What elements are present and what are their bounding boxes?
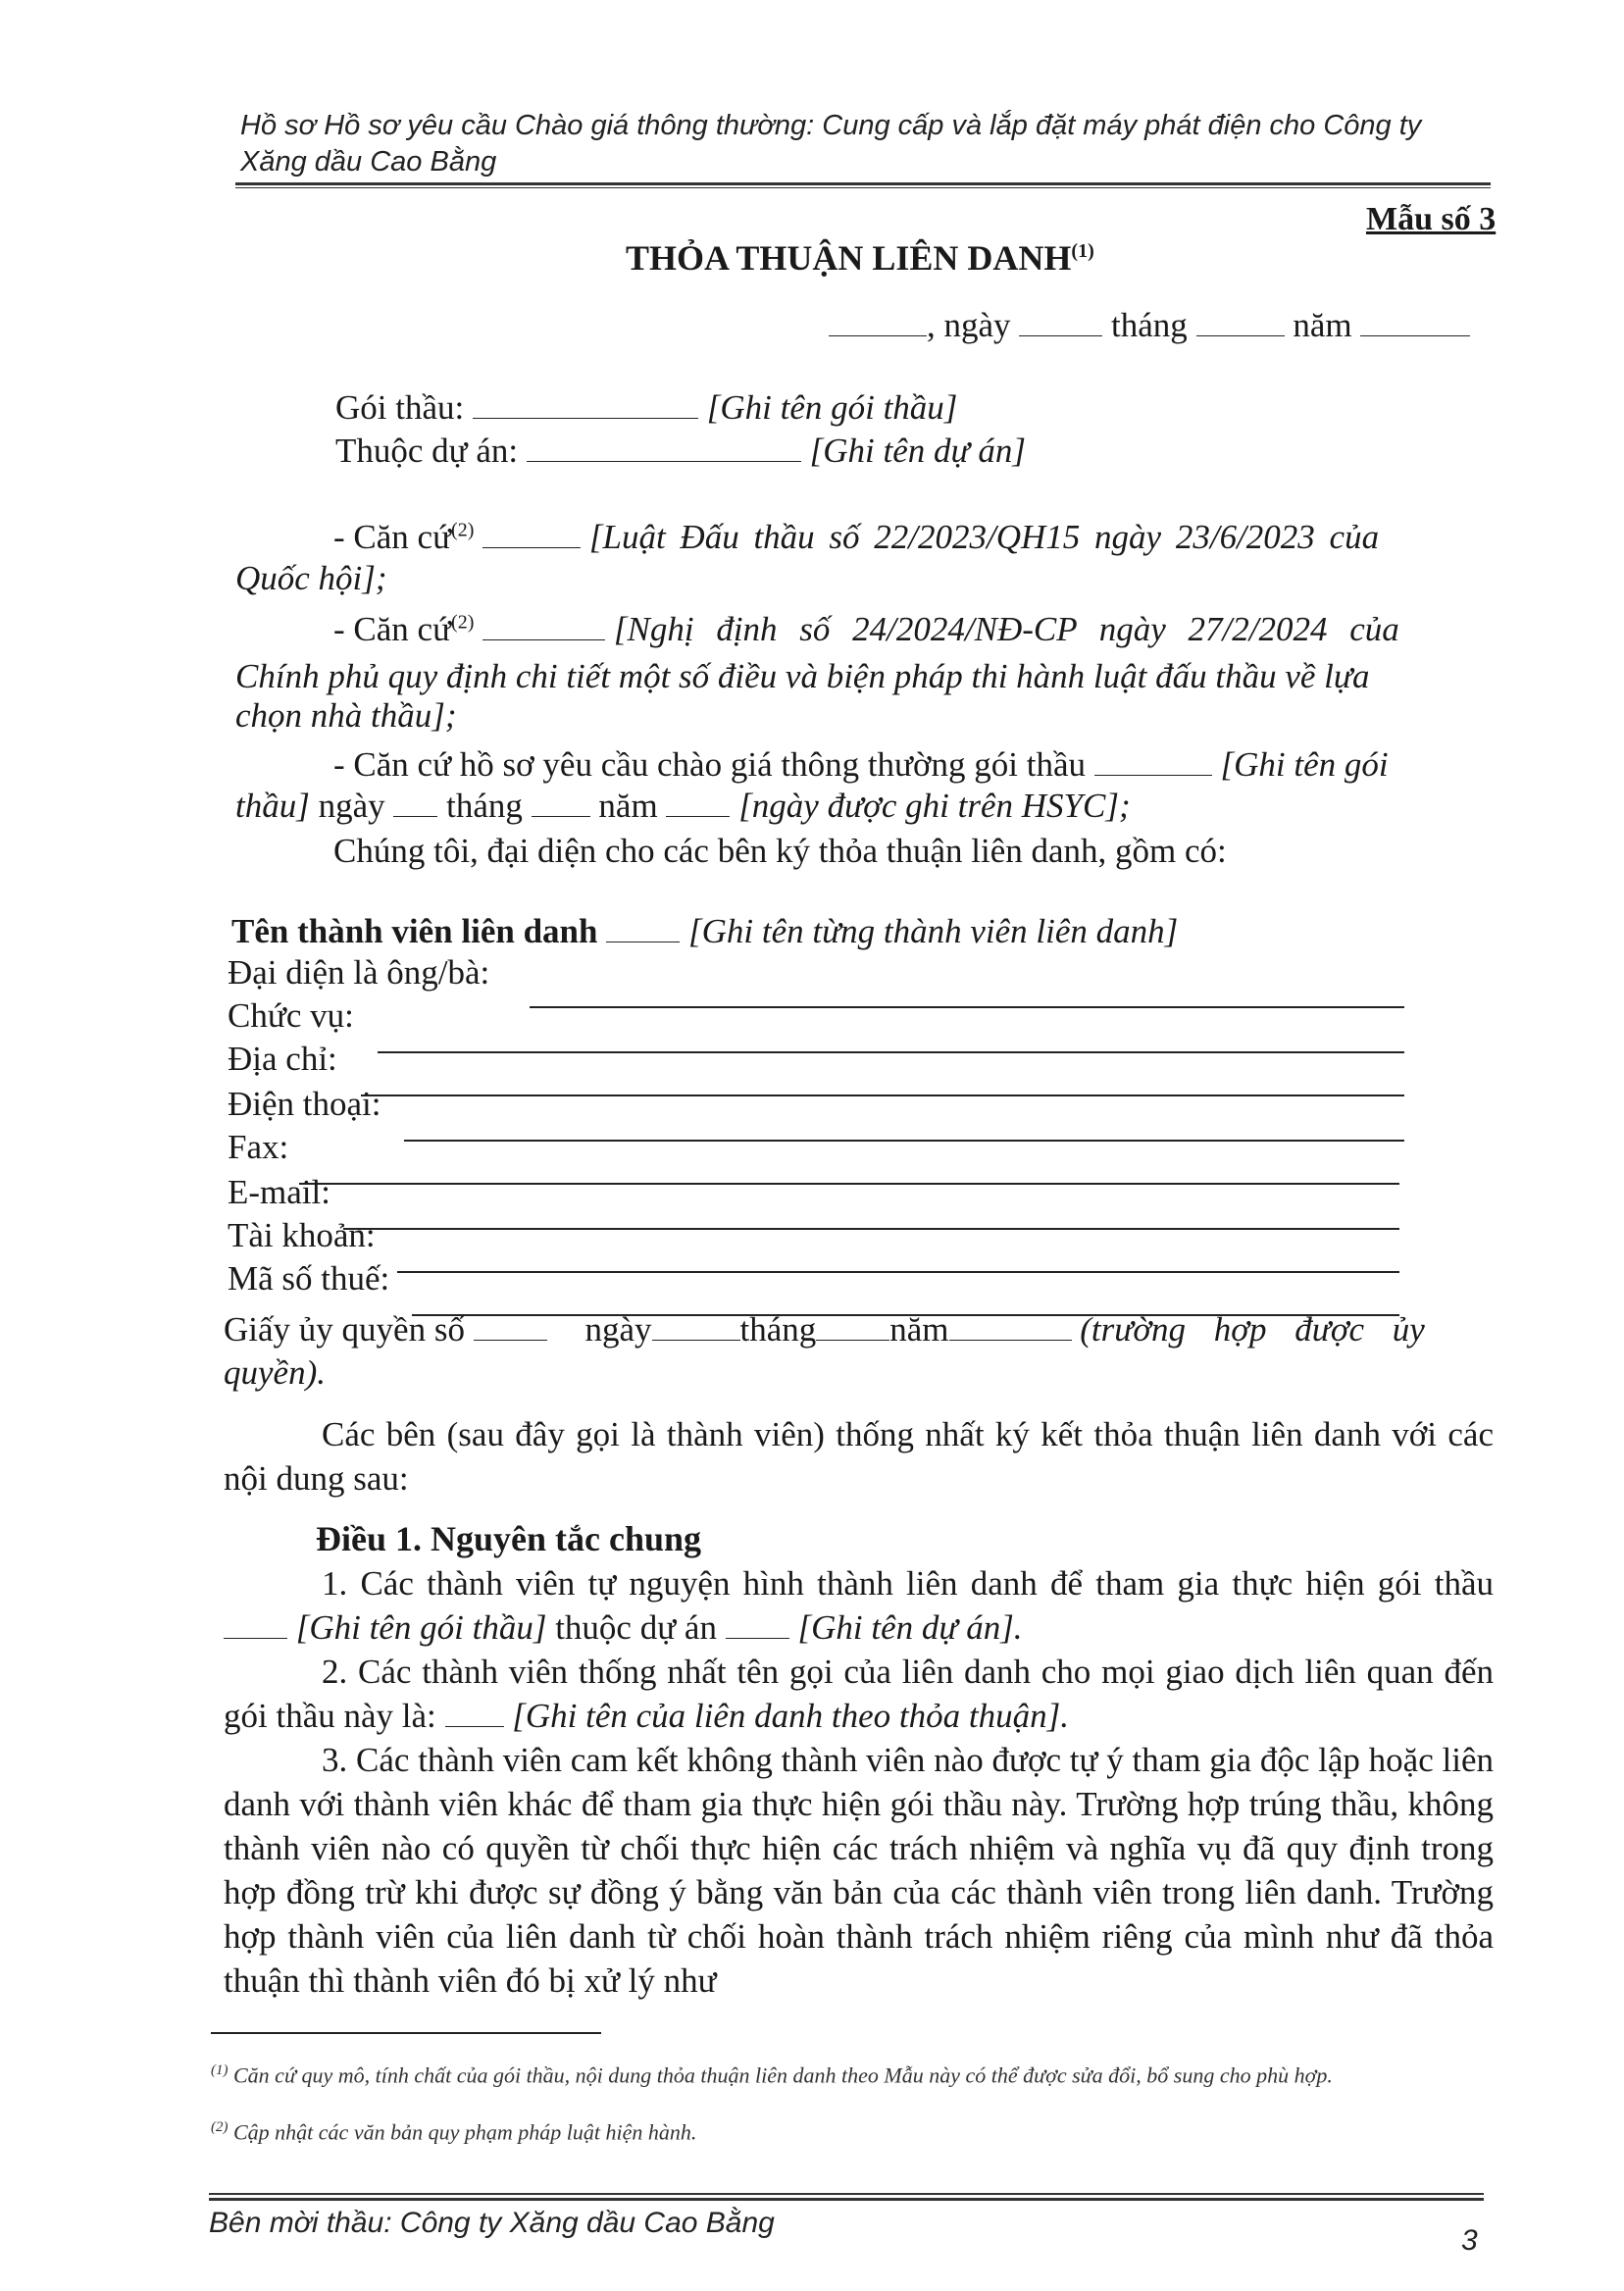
basis-3-cont [235, 787, 1131, 826]
basis-2 [333, 610, 1399, 649]
field-fax: Fax: [228, 1128, 289, 1166]
article-1-p1-d: [Ghi tên dự án]. [797, 1608, 1023, 1647]
package-placeholder: [Ghi tên gói thầu] [706, 388, 958, 427]
basis-2-text: [Nghị định số 24/2024/NĐ-CP ngày 27/2/2024 của [613, 610, 1399, 648]
footnote-2 [211, 2114, 1486, 2145]
basis-3-year-blank [666, 792, 730, 817]
authorization-line [224, 1310, 1425, 1349]
project-placeholder: [Ghi tên dự án] [809, 432, 1026, 470]
field-phone: Điện thoại: [228, 1085, 381, 1123]
agreement-intro-text: Các bên (sau đây gọi là thành viên) thống nhất ký kết thỏa thuận liên danh với các nội dung sau: [224, 1415, 1494, 1498]
authorization-thang: tháng [739, 1310, 817, 1349]
basis-3-day-blank [393, 792, 437, 817]
basis-3-cont-italic: thầu] [235, 787, 310, 825]
basis-3-thang: tháng [446, 787, 523, 825]
footnote-1-mark: (1) [211, 2062, 228, 2078]
page-number: 3 [1461, 2224, 1478, 2257]
date-day-label: , ngày [927, 306, 1011, 344]
basis-3-text: - Căn cứ hồ sơ yêu cầu chào giá thông thường gói thầu [333, 745, 1087, 784]
field-account: Tài khoản: [228, 1216, 376, 1254]
article-1-p3: 3. Các thành viên cam kết không thành viên nào được tự ý tham gia độc lập hoặc liên danh với thành viên khác để tham gia thực hiện gói thầu này. Trường hợp trúng thầu, không thành viên nào có quyền từ chối thực hiện các trách nhiệm và nghĩa vụ đã quy định trong hợp đồng trừ khi được sự đồng ý bằng văn bản của các thành viên trong liên danh. Trường hợp thành viên của liên danh từ chối hoàn thành trách nhiệm riêng của mình như đã thỏa thuận thì thành viên đó bị xử lý như [224, 1741, 1494, 2000]
article-1-p1-b: [Ghi tên gói thầu] [295, 1608, 547, 1647]
authorization-note-cont: quyền). [224, 1353, 326, 1392]
field-email-line [343, 1228, 1399, 1230]
field-representative: Đại diện là ông/bà: [228, 953, 490, 992]
field-fax-line [299, 1183, 1399, 1185]
field-address: Địa chỉ: [228, 1040, 337, 1078]
month-blank [1196, 312, 1285, 336]
header-rule [235, 182, 1491, 185]
authorization-ngay: ngày [584, 1310, 652, 1349]
basis-1-sup: (2) [451, 519, 475, 541]
article-1-p2-blank [445, 1703, 504, 1727]
authorization-number-blank [474, 1316, 547, 1341]
authorization-year-blank [949, 1316, 1072, 1341]
article-1-p1-a: 1. Các thành viên tự nguyện hình thành liên danh để tham gia thực hiện gói thầu [322, 1564, 1494, 1603]
basis-3-month-blank [532, 792, 590, 817]
field-tax-code: Mã số thuế: [228, 1259, 390, 1298]
header-line-1: Hồ sơ Hồ sơ yêu cầu Chào giá thông thường: Cung cấp và lắp đặt máy phát điện cho Công ty [240, 110, 1422, 141]
basis-3-date-placeholder: [ngày được ghi trên HSYC]; [738, 787, 1131, 825]
article-1-body [224, 1561, 1494, 2003]
authorization-day-blank [652, 1316, 740, 1341]
authorization-month-blank [816, 1316, 889, 1341]
basis-3 [333, 745, 1389, 785]
basis-1 [333, 518, 1379, 557]
authorization-label: Giấy ủy quyền số [224, 1310, 465, 1349]
article-1-p2-a: 2. Các thành viên thống nhất tên gọi của liên danh cho mọi giao dịch liên quan đến gói thầu này là: [224, 1653, 1494, 1735]
basis-2-prefix: - Căn cứ [333, 610, 452, 648]
date-year-label: năm [1293, 306, 1352, 344]
project-label: Thuộc dự án: [335, 432, 519, 470]
member-heading-line [231, 912, 1178, 951]
basis-3-blank [1094, 751, 1212, 776]
field-account-line [397, 1271, 1399, 1273]
article-1-p2-b: [Ghi tên của liên danh theo thỏa thuận]. [512, 1697, 1069, 1735]
basis-2-blank [482, 616, 605, 640]
project-line [335, 432, 1026, 471]
field-position-line [378, 1051, 1404, 1053]
basis-3-ngay: ngày [318, 787, 385, 825]
field-phone-line [404, 1140, 1404, 1142]
member-heading-blank [606, 918, 680, 942]
authorization-nam: năm [889, 1310, 949, 1349]
header-line-2: Xăng dầu Cao Bằng [240, 146, 497, 178]
basis-2-sup: (2) [451, 611, 475, 634]
field-representative-line [530, 1006, 1404, 1008]
footnote-separator [211, 2032, 601, 2034]
footer-rule [209, 2193, 1484, 2195]
article-1-p1-c: thuộc dự án [555, 1608, 717, 1647]
field-email: E-mail: [228, 1173, 330, 1211]
basis-1-text: [Luật Đấu thầu số 22/2023/QH15 ngày 23/6/2023 của [588, 518, 1380, 556]
form-number: Mẫu số 3 [1366, 201, 1497, 237]
we-represent: Chúng tôi, đại diện cho các bên ký thỏa thuận liên danh, gồm có: [333, 832, 1227, 870]
package-line [335, 388, 957, 428]
footnote-1 [211, 2058, 1486, 2088]
document-title [626, 237, 1094, 279]
header-rule-thin [235, 187, 1491, 188]
year-blank [1360, 312, 1470, 336]
day-blank [1019, 312, 1102, 336]
footnote-2-mark: (2) [211, 2119, 228, 2135]
place-blank [829, 312, 927, 336]
project-blank [527, 437, 801, 462]
package-blank [473, 394, 698, 419]
basis-1-prefix: - Căn cứ [333, 518, 452, 556]
agreement-intro [224, 1412, 1494, 1501]
footer-text: Bên mời thầu: Công ty Xăng dầu Cao Bằng [209, 2207, 775, 2239]
article-1-p2 [224, 1650, 1494, 1738]
field-position: Chức vụ: [228, 996, 354, 1035]
basis-3-placeholder: [Ghi tên gói [1220, 745, 1389, 784]
date-line [829, 306, 1470, 345]
basis-1-blank [482, 524, 581, 548]
basis-3-nam: năm [598, 787, 658, 825]
date-month-label: tháng [1111, 306, 1188, 344]
basis-2-cont-1: Chính phủ quy định chi tiết một số điều và biện pháp thi hành luật đấu thầu về lựa [235, 657, 1370, 695]
footer-rule-thick [209, 2198, 1484, 2201]
title-text: THỎA THUẬN LIÊN DANH [626, 238, 1072, 278]
package-label: Gói thầu: [335, 388, 465, 427]
title-footnote-mark: (1) [1071, 240, 1094, 262]
article-1-p1-blank-1 [224, 1614, 287, 1639]
basis-2-cont-2: chọn nhà thầu]; [235, 696, 457, 735]
member-heading-placeholder: [Ghi tên từng thành viên liên danh] [687, 912, 1179, 950]
member-heading: Tên thành viên liên danh [231, 912, 598, 950]
basis-1-cont: Quốc hội]; [235, 559, 387, 597]
authorization-note: (trường hợp được ủy [1080, 1310, 1425, 1349]
footnote-1-text: Căn cứ quy mô, tính chất của gói thầu, nội dung thỏa thuận liên danh theo Mẫu này có thể được sửa đổi, bổ sung cho phù hợp. [233, 2062, 1333, 2088]
field-address-line [361, 1095, 1404, 1096]
article-1-p1 [224, 1561, 1494, 1650]
footnote-2-text: Cập nhật các văn bản quy phạm pháp luật hiện hành. [233, 2119, 697, 2145]
page-header [240, 108, 1525, 180]
article-1-heading: Điều 1. Nguyên tắc chung [316, 1519, 702, 1558]
article-1-p1-blank-2 [726, 1614, 789, 1639]
